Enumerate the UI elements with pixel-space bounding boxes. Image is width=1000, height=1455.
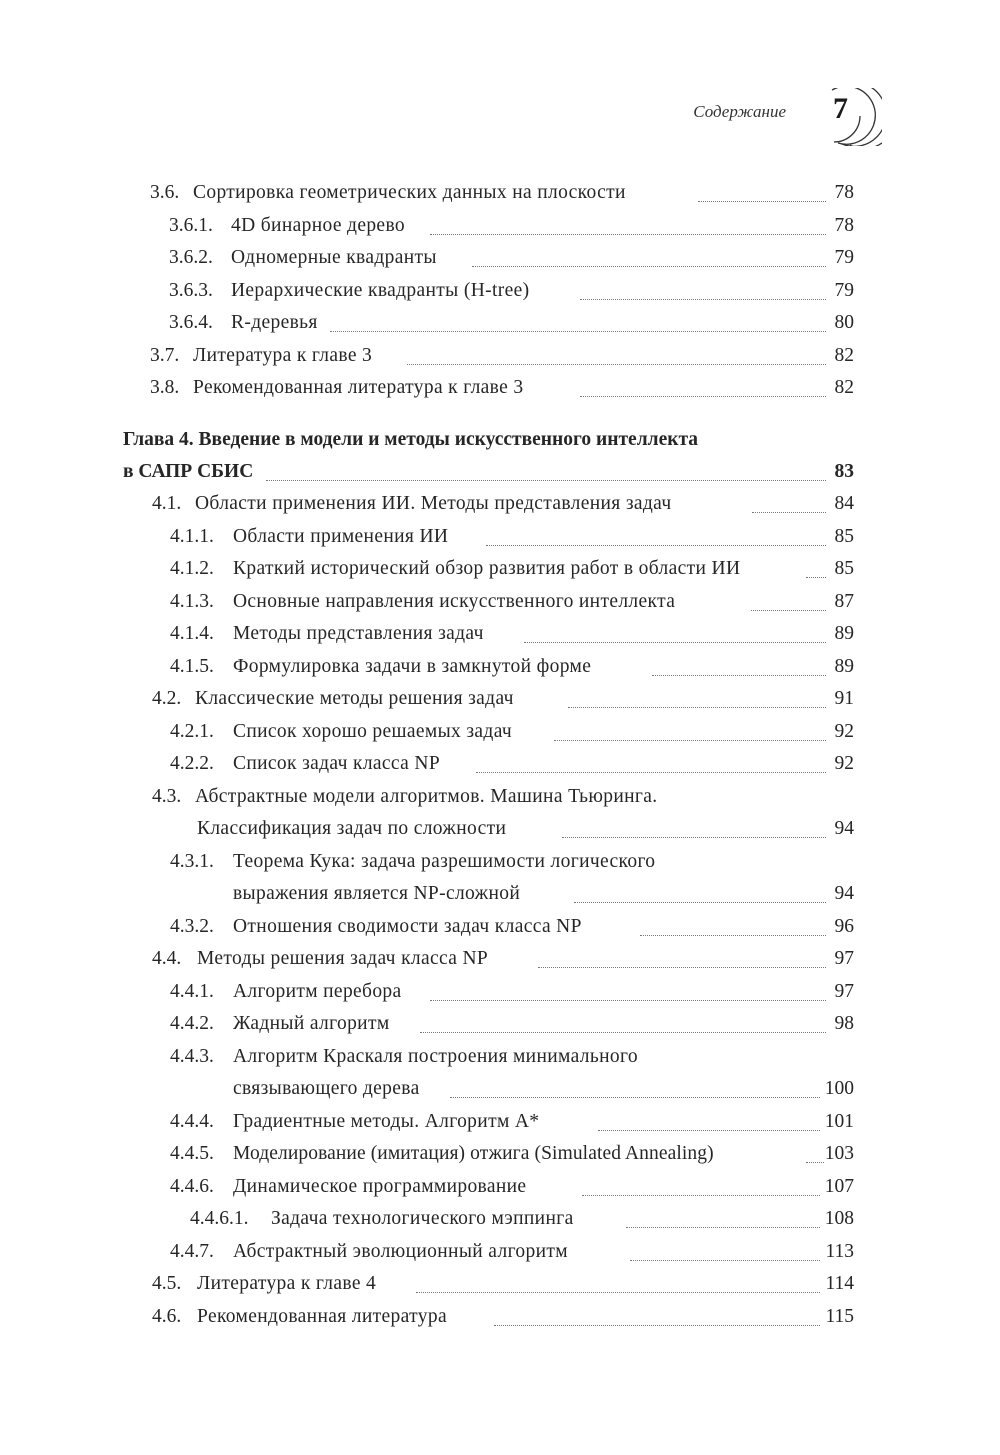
toc-entry-continued xyxy=(0,1074,1000,1104)
toc-entry xyxy=(0,211,1000,241)
toc-entry-title: Динамическое программирование xyxy=(233,1176,527,1197)
dot-leader xyxy=(266,480,826,481)
toc-entry xyxy=(0,276,1000,306)
toc-entry xyxy=(0,944,1000,974)
toc-entry xyxy=(0,717,1000,747)
toc-entry-page: 89 xyxy=(834,623,854,644)
dot-leader xyxy=(752,512,826,513)
toc-entry-page: 114 xyxy=(825,1273,854,1294)
dot-leader xyxy=(476,772,826,773)
toc-entry-number: 4.4.6.1. xyxy=(190,1208,249,1229)
toc-entry-number: 3.6.1. xyxy=(169,215,213,236)
dot-leader xyxy=(472,266,826,267)
toc-entry xyxy=(0,782,1000,812)
toc-entry-number: 3.7. xyxy=(150,345,180,366)
dot-leader xyxy=(416,1292,820,1293)
dot-leader xyxy=(494,1325,820,1326)
dot-leader xyxy=(751,610,826,611)
toc-entry xyxy=(0,1009,1000,1039)
dot-leader xyxy=(698,201,826,202)
toc-entry-page: 82 xyxy=(834,377,854,398)
dot-leader xyxy=(582,1195,820,1196)
toc-entry xyxy=(0,554,1000,584)
dot-leader xyxy=(420,1032,826,1033)
toc-entry-page: 96 xyxy=(834,916,854,937)
toc-entry-title: Абстрактные модели алгоритмов. Машина Тьюринга. xyxy=(195,786,658,807)
toc-entry-number: 4.1.5. xyxy=(170,656,214,677)
toc-entry-title: Моделирование (имитация) отжига (Simulated Annealing) xyxy=(233,1143,714,1164)
dot-leader xyxy=(430,234,826,235)
dot-leader xyxy=(430,1000,826,1001)
toc-entry-title: Области применения ИИ. Методы представления задач xyxy=(195,493,672,514)
toc-entry-title: Отношения сводимости задач класса NP xyxy=(233,916,582,937)
toc-entry-number: 4.4.4. xyxy=(170,1111,214,1132)
toc-entry-title: Список хорошо решаемых задач xyxy=(233,721,513,742)
toc-entry xyxy=(0,619,1000,649)
toc-entry-page: 82 xyxy=(834,345,854,366)
toc-entry-title: Области применения ИИ xyxy=(233,526,449,547)
toc-entry-page: 92 xyxy=(834,753,854,774)
dot-leader xyxy=(806,577,826,578)
dot-leader xyxy=(450,1097,820,1098)
toc-entry-title: Основные направления искусственного интеллекта xyxy=(233,591,676,612)
toc-entry-page: 115 xyxy=(825,1306,854,1327)
toc-entry xyxy=(0,1172,1000,1202)
toc-entry-number: 4.1.2. xyxy=(170,558,214,579)
toc-entry-number: 3.6.2. xyxy=(169,247,213,268)
toc-entry-page: 94 xyxy=(834,883,854,904)
toc-entry-page: 78 xyxy=(834,182,854,203)
toc-entry-number: 4.4.5. xyxy=(170,1143,214,1164)
toc-entry xyxy=(0,1302,1000,1332)
toc-entry-title-continued: связывающего дерева xyxy=(233,1078,420,1099)
toc-entry-title: Список задач класса NP xyxy=(233,753,441,774)
toc-entry xyxy=(0,1269,1000,1299)
toc-entry-title: Одномерные квадранты xyxy=(231,247,437,268)
dot-leader xyxy=(568,707,826,708)
toc-entry xyxy=(0,977,1000,1007)
toc-entry-title: Иерархические квадранты (H-tree) xyxy=(231,280,530,301)
toc-entry xyxy=(0,341,1000,371)
toc-entry xyxy=(0,749,1000,779)
page-number: 7 xyxy=(833,92,848,125)
toc-entry-title-continued: выражения является NP-сложной xyxy=(233,883,521,904)
dot-leader xyxy=(574,902,826,903)
toc-entry xyxy=(0,684,1000,714)
toc-entry-number: 4.5. xyxy=(152,1273,182,1294)
toc-entry-number: 4.6. xyxy=(152,1306,182,1327)
toc-entry-continued xyxy=(0,879,1000,909)
toc-entry-title: Абстрактный эволюционный алгоритм xyxy=(233,1241,568,1262)
toc-entry-number: 4.3. xyxy=(152,786,182,807)
chapter-heading-title: Глава 4. Введение в модели и методы искусственного интеллекта xyxy=(123,429,699,450)
toc-entry-page: 85 xyxy=(834,526,854,547)
toc-entry-title: Жадный алгоритм xyxy=(233,1013,390,1034)
dot-leader xyxy=(407,364,826,365)
toc-entry-page: 98 xyxy=(834,1013,854,1034)
dot-leader xyxy=(630,1260,820,1261)
chapter-heading xyxy=(0,425,1000,455)
toc-entry-page: 97 xyxy=(834,981,854,1002)
toc-entry-page: 92 xyxy=(834,721,854,742)
toc-entry-number: 4.2.2. xyxy=(170,753,214,774)
toc-entry-number: 3.6. xyxy=(150,182,180,203)
toc-entry-title: Рекомендованная литература xyxy=(197,1306,447,1327)
toc-entry-number: 4.3.2. xyxy=(170,916,214,937)
toc-entry-number: 4.4.6. xyxy=(170,1176,214,1197)
toc-entry-title: Градиентные методы. Алгоритм A* xyxy=(233,1111,540,1132)
chapter-heading-title-continued: в САПР СБИС xyxy=(123,461,254,482)
toc-entry xyxy=(0,178,1000,208)
toc-entry xyxy=(0,522,1000,552)
toc-entry-title: Теорема Кука: задача разрешимости логического xyxy=(233,851,656,872)
toc-entry xyxy=(0,308,1000,338)
toc-entry xyxy=(0,912,1000,942)
toc-entry-page: 84 xyxy=(834,493,854,514)
dot-leader xyxy=(580,396,826,397)
toc-entry-number: 4.1.1. xyxy=(170,526,214,547)
toc-entry-title: Классические методы решения задач xyxy=(195,688,514,709)
dot-leader xyxy=(554,740,826,741)
dot-leader xyxy=(580,299,826,300)
toc-entry-title: Сортировка геометрических данных на плоскости xyxy=(193,182,626,203)
toc-entry-page: 87 xyxy=(834,591,854,612)
dot-leader xyxy=(806,1162,824,1163)
toc-entry xyxy=(0,243,1000,273)
toc-entry xyxy=(0,1139,1000,1169)
toc-entry-number: 3.8. xyxy=(150,377,180,398)
toc-entry-page: 113 xyxy=(825,1241,854,1262)
toc-entry-number: 3.6.3. xyxy=(169,280,213,301)
dot-leader xyxy=(486,545,826,546)
toc-entry xyxy=(0,1107,1000,1137)
toc-entry-number: 4.1.3. xyxy=(170,591,214,612)
toc-entry-title: Литература к главе 4 xyxy=(197,1273,377,1294)
dot-leader xyxy=(330,331,826,332)
toc-entry-page: 91 xyxy=(834,688,854,709)
running-header-title: Содержание xyxy=(693,102,786,121)
toc-entry-title: Методы представления задач xyxy=(233,623,484,644)
toc-entry-title: Краткий исторический обзор развития работ в области ИИ xyxy=(233,558,741,579)
toc-entry-number: 4.2.1. xyxy=(170,721,214,742)
chapter-heading-page: 83 xyxy=(834,461,854,482)
toc-entry-title: 4D бинарное дерево xyxy=(231,215,405,236)
dot-leader xyxy=(640,935,826,936)
toc-entry-number: 4.2. xyxy=(152,688,182,709)
toc-entry xyxy=(0,489,1000,519)
toc-entry-number: 4.4.2. xyxy=(170,1013,214,1034)
dot-leader xyxy=(562,837,826,838)
toc-entry-title: R-деревья xyxy=(231,312,318,333)
toc-entry-title: Рекомендованная литература к главе 3 xyxy=(193,377,524,398)
toc-entry-page: 107 xyxy=(824,1176,854,1197)
toc-entry-number: 4.1. xyxy=(152,493,182,514)
toc-entry-title: Литература к главе 3 xyxy=(193,345,373,366)
toc-entry-title: Формулировка задачи в замкнутой форме xyxy=(233,656,592,677)
toc-entry-continued xyxy=(0,814,1000,844)
toc-entry-title: Задача технологического мэппинга xyxy=(271,1208,574,1229)
toc-entry xyxy=(0,1204,1000,1234)
toc-entry-page: 94 xyxy=(834,818,854,839)
toc-entry-number: 4.4.7. xyxy=(170,1241,214,1262)
toc-entry-page: 85 xyxy=(834,558,854,579)
toc-entry xyxy=(0,652,1000,682)
toc-entry-title-continued: Классификация задач по сложности xyxy=(197,818,507,839)
toc-entry-title: Алгоритм Краскаля построения минимального xyxy=(233,1046,638,1067)
toc-entry-number: 4.1.4. xyxy=(170,623,214,644)
toc-entry xyxy=(0,1237,1000,1267)
toc-entry-title: Методы решения задач класса NP xyxy=(197,948,489,969)
toc-entry-number: 4.4. xyxy=(152,948,182,969)
toc-entry-number: 4.3.1. xyxy=(170,851,214,872)
toc-entry-page: 80 xyxy=(834,312,854,333)
dot-leader xyxy=(524,642,826,643)
toc-entry-number: 3.6.4. xyxy=(169,312,213,333)
dot-leader xyxy=(626,1227,820,1228)
toc-entry-page: 78 xyxy=(834,215,854,236)
dot-leader xyxy=(538,967,826,968)
toc-entry-number: 4.4.1. xyxy=(170,981,214,1002)
toc-entry-number: 4.4.3. xyxy=(170,1046,214,1067)
toc-entry-page: 97 xyxy=(834,948,854,969)
toc-entry-page: 100 xyxy=(824,1078,854,1099)
toc-entry-page: 89 xyxy=(834,656,854,677)
dot-leader xyxy=(652,675,826,676)
toc-entry xyxy=(0,847,1000,877)
toc-entry-title: Алгоритм перебора xyxy=(233,981,402,1002)
chapter-heading xyxy=(0,457,1000,487)
toc-entry xyxy=(0,373,1000,403)
toc-entry xyxy=(0,1042,1000,1072)
toc-entry xyxy=(0,587,1000,617)
toc-entry-page: 79 xyxy=(834,247,854,268)
toc-entry-page: 79 xyxy=(834,280,854,301)
toc-entry-page: 103 xyxy=(824,1143,854,1164)
dot-leader xyxy=(598,1130,820,1131)
toc-entry-page: 108 xyxy=(824,1208,854,1229)
toc-entry-page: 101 xyxy=(824,1111,854,1132)
